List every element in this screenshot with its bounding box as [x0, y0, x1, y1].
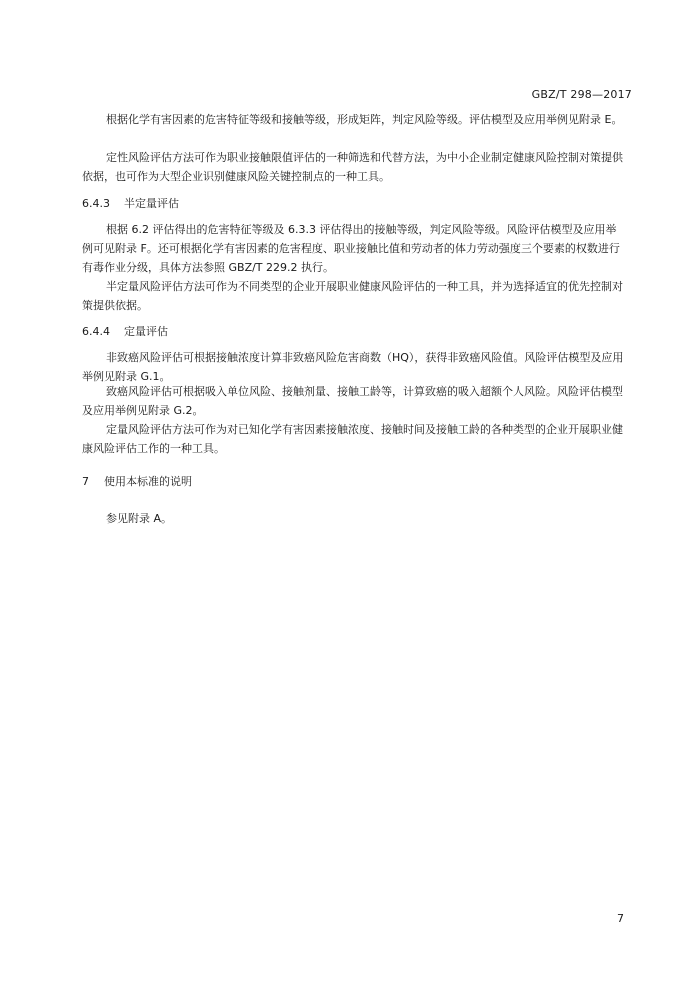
paragraph-section-7: 参见附录 A。 [106, 512, 173, 525]
heading-number: 6.4.4 [82, 325, 110, 338]
heading-title: 定量评估 [124, 325, 168, 338]
heading-number: 6.4.3 [82, 197, 110, 210]
heading-6-4-4 [82, 322, 168, 341]
paragraph-semi-quantitative-1: 根据 6.2 评估得出的危害特征等级及 6.3.3 评估得出的接触等级，判定风险等级。风险评估模型及应用举例可见附录 F。还可根据化学有害因素的危害程度、职业接触比值和劳动者的体力劳动强度三个要素的权数进行有毒作业分级，具体方法参照 GBZ/T 229.2 执行。 [82, 223, 620, 274]
paragraph-qualitative-assessment: 定性风险评估方法可作为职业接触限值评估的一种筛选和代替方法，为中小企业制定健康风险控制对策提供依据，也可作为大型企业识别健康风险关键控制点的一种工具。 [82, 151, 623, 183]
paragraph-quantitative-1: 非致癌风险评估可根据接触浓度计算非致癌风险危害商数（HQ），获得非致癌风险值。风险评估模型及应用举例见附录 G.1。 [82, 351, 624, 383]
heading-6-4-3 [82, 194, 179, 213]
standard-code-header: GBZ/T 298—2017 [531, 88, 632, 101]
heading-number: 7 [82, 475, 89, 488]
paragraph-quantitative-2: 致癌风险评估可根据吸入单位风险、接触剂量、接触工龄等，计算致癌的吸入超额个人风险。风险评估模型及应用举例见附录 G.2。 [82, 385, 623, 417]
paragraph-quantitative-3: 定量风险评估方法可作为对已知化学有害因素接触浓度、接触时间及接触工龄的各种类型的企业开展职业健康风险评估工作的一种工具。 [82, 423, 623, 455]
heading-7 [82, 472, 192, 491]
page-number: 7 [617, 912, 624, 925]
heading-title: 使用本标准的说明 [104, 475, 192, 488]
paragraph-semi-quantitative-2: 半定量风险评估方法可作为不同类型的企业开展职业健康风险评估的一种工具，并为选择适宜的优先控制对策提供依据。 [82, 280, 623, 312]
paragraph-risk-matrix: 根据化学有害因素的危害特征等级和接触等级，形成矩阵，判定风险等级。评估模型及应用举例见附录 E。 [106, 113, 623, 126]
heading-title: 半定量评估 [124, 197, 179, 210]
